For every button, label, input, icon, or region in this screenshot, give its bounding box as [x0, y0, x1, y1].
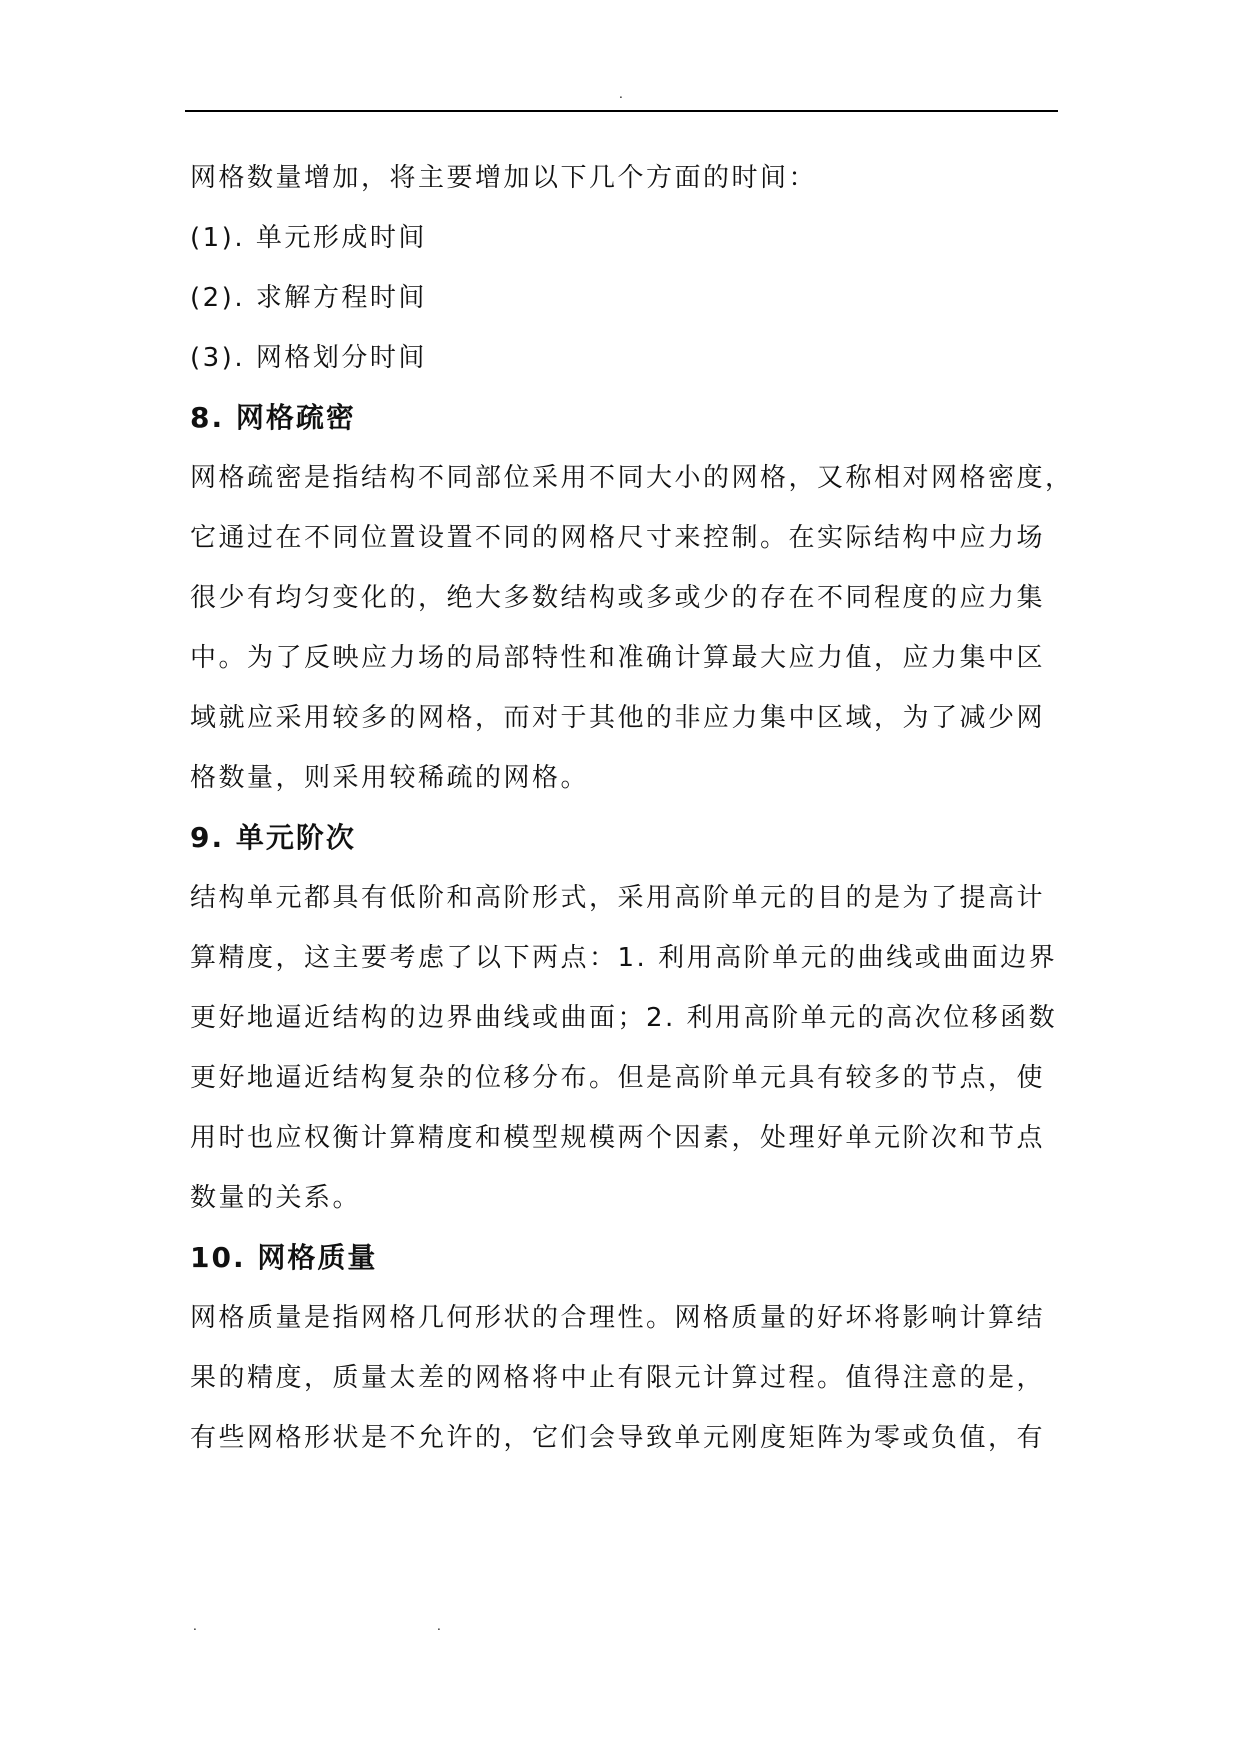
section-8-line: 域就应采用较多的网格，而对于其他的非应力集中区域，为了减少网 [190, 703, 1046, 733]
section-9-line: 更好地逼近结构的边界曲线或曲面；2. 利用高阶单元的高次位移函数 [190, 1003, 1058, 1033]
section-9-line: 更好地逼近结构复杂的位移分布。但是高阶单元具有较多的节点，使 [190, 1063, 1046, 1093]
list-item: (1). 单元形成时间 [190, 223, 427, 253]
list-item: (3). 网格划分时间 [190, 343, 427, 373]
section-8-line: 中。为了反映应力场的局部特性和准确计算最大应力值，应力集中区 [190, 643, 1046, 673]
list-item: (2). 求解方程时间 [190, 283, 427, 313]
section-9-line: 用时也应权衡计算精度和模型规模两个因素，处理好单元阶次和节点 [190, 1123, 1046, 1153]
section-8-heading: 8. 网格疏密 [190, 401, 356, 434]
footer-mark: . [437, 1619, 441, 1633]
section-10-line: 网格质量是指网格几何形状的合理性。网格质量的好坏将影响计算结 [190, 1303, 1046, 1333]
header-rule [185, 110, 1058, 112]
section-10-line: 有些网格形状是不允许的，它们会导致单元刚度矩阵为零或负值，有 [190, 1423, 1046, 1453]
intro-paragraph: 网格数量增加，将主要增加以下几个方面的时间： [190, 163, 818, 193]
section-8-line: 格数量，则采用较稀疏的网格。 [190, 763, 590, 793]
section-10-line: 果的精度，质量太差的网格将中止有限元计算过程。值得注意的是， [190, 1363, 1046, 1393]
section-9-heading: 9. 单元阶次 [190, 821, 356, 854]
section-10-heading: 10. 网格质量 [190, 1241, 378, 1274]
section-8-line: 很少有均匀变化的，绝大多数结构或多或少的存在不同程度的应力集 [190, 583, 1046, 613]
header-mark: . [619, 87, 623, 101]
section-9-line: 数量的关系。 [190, 1183, 362, 1213]
footer-mark: . [193, 1619, 197, 1633]
section-9-line: 算精度，这主要考虑了以下两点：1. 利用高阶单元的曲线或曲面边界 [190, 943, 1058, 973]
section-9-line: 结构单元都具有低阶和高阶形式，采用高阶单元的目的是为了提高计 [190, 883, 1046, 913]
section-8-line: 网格疏密是指结构不同部位采用不同大小的网格，又称相对网格密度， [190, 463, 1074, 493]
section-8-line: 它通过在不同位置设置不同的网格尺寸来控制。在实际结构中应力场 [190, 523, 1046, 553]
